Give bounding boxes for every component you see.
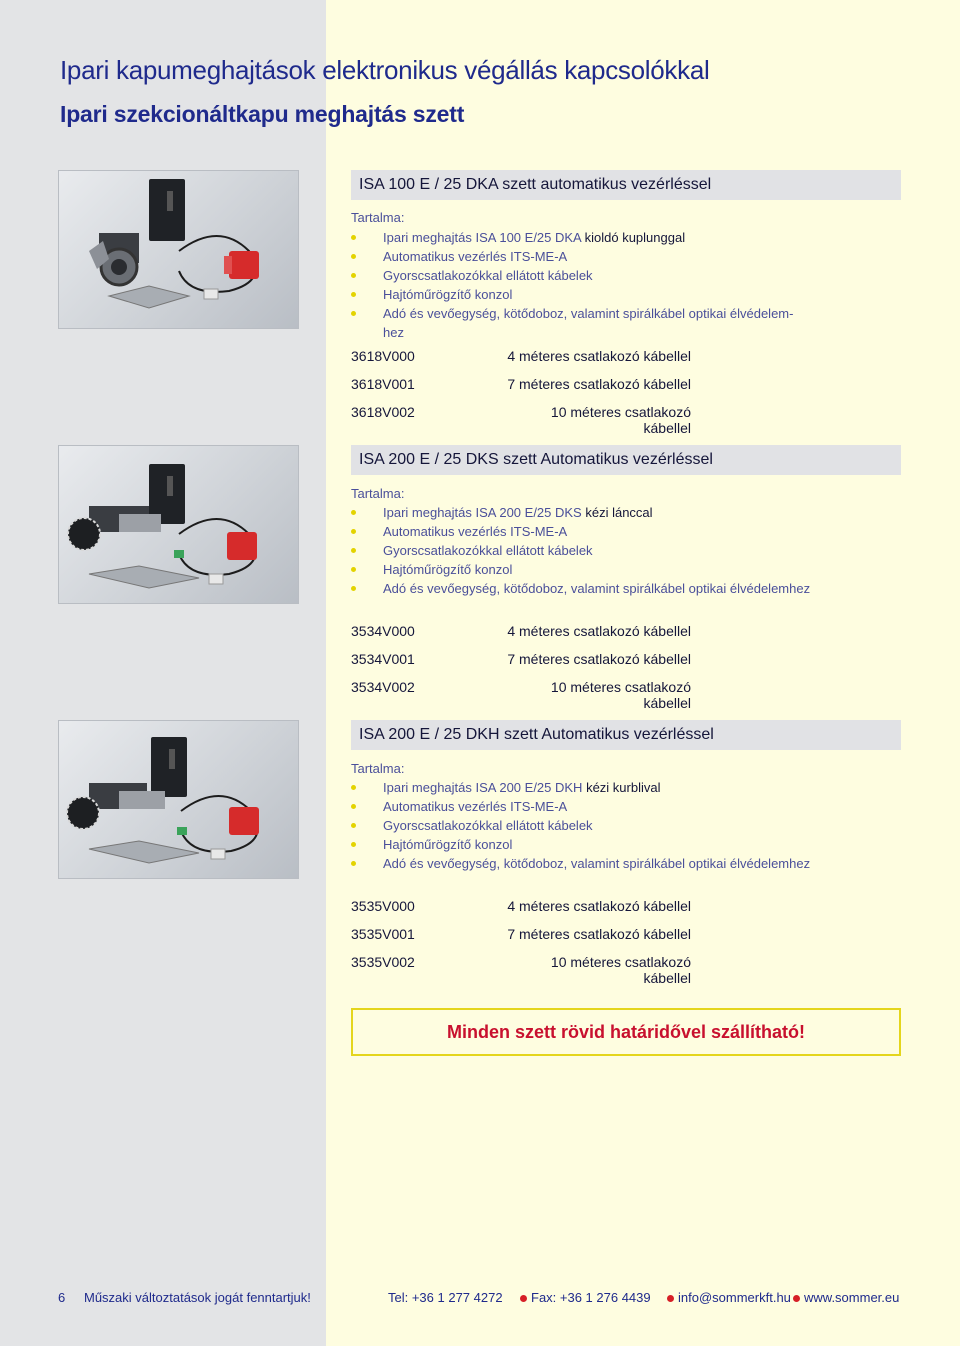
gate-drive-kit-photo-icon [59, 446, 299, 604]
footer-bullet-icon [520, 1295, 527, 1302]
variant-code: 3618V001 [351, 376, 415, 392]
variant-row [351, 623, 711, 643]
variant-row [351, 404, 711, 436]
variant-code: 3534V000 [351, 623, 415, 639]
bullet-icon [351, 861, 356, 866]
gate-drive-kit-photo-icon [59, 171, 299, 329]
variant-desc: 10 méteres csatlakozó kábellel [550, 954, 691, 986]
list-item: Ipari meghajtás ISA 100 E/25 DKA kioldó kuplunggal [351, 228, 821, 247]
variant-desc: 4 méteres csatlakozó kábellel [507, 348, 691, 364]
footer-web-link[interactable]: www.sommer.eu [804, 1290, 900, 1305]
product-photo-isa200-dkh [58, 720, 299, 879]
variant-desc: 10 méteres csatlakozó kábellel [550, 679, 691, 711]
bullet-icon [351, 842, 356, 847]
bullet-icon [351, 311, 356, 316]
footer-email-link[interactable]: info@sommerkft.hu [678, 1290, 791, 1305]
list-item: Hajtóműrögzítő konzol [351, 285, 821, 304]
list-item: Adó és vevőegység, kötődoboz, valamint spirálkábel optikai élvédelem- hez [351, 304, 821, 342]
bullet-icon [351, 823, 356, 828]
variant-desc: 10 méteres csatlakozó kábellel [550, 404, 691, 436]
variant-row [351, 651, 711, 671]
section-header-isa200-dkh: ISA 200 E / 25 DKH szett Automatikus vezérléssel [351, 720, 901, 750]
section-header-isa200-dks: ISA 200 E / 25 DKS szett Automatikus vezérléssel [351, 445, 901, 475]
variant-code: 3618V002 [351, 404, 415, 420]
variant-row [351, 376, 711, 396]
variant-desc: 7 méteres csatlakozó kábellel [507, 651, 691, 667]
bullet-icon [351, 292, 356, 297]
variant-code: 3535V002 [351, 954, 415, 970]
list-item: Adó és vevőegység, kötődoboz, valamint spirálkábel optikai élvédelemhez [351, 579, 821, 598]
section-header-isa100: ISA 100 E / 25 DKA szett automatikus vezérléssel [351, 170, 901, 200]
variant-desc: 7 méteres csatlakozó kábellel [507, 926, 691, 942]
bullet-icon [351, 254, 356, 259]
variant-row [351, 926, 711, 946]
footer-page-number: 6 [58, 1290, 66, 1305]
contents-list-isa200-dks [351, 503, 821, 598]
delivery-notice: Minden szett rövid határidővel szállítható! [351, 1008, 901, 1056]
bullet-icon [351, 804, 356, 809]
list-item: Ipari meghajtás ISA 200 E/25 DKH kézi kurblival [351, 778, 821, 797]
footer-tel: Tel: +36 1 277 4272 [388, 1290, 503, 1305]
bullet-icon [351, 548, 356, 553]
footer-fax: Fax: +36 1 276 4439 [531, 1290, 651, 1305]
variant-desc: 7 méteres csatlakozó kábellel [507, 376, 691, 392]
contents-list-isa200-dkh [351, 778, 821, 873]
list-item: Automatikus vezérlés ITS-ME-A [351, 522, 821, 541]
list-item: Ipari meghajtás ISA 200 E/25 DKS kézi lánccal [351, 503, 821, 522]
variant-row [351, 898, 711, 918]
variant-code: 3535V000 [351, 898, 415, 914]
list-item: Automatikus vezérlés ITS-ME-A [351, 247, 821, 266]
bullet-icon [351, 567, 356, 572]
footer-bullet-icon [667, 1295, 674, 1302]
page-subtitle: Ipari szekcionáltkapu meghajtás szett [60, 101, 465, 127]
contents-label: Tartalma: [351, 486, 405, 501]
list-item: Hajtóműrögzítő konzol [351, 835, 821, 854]
bullet-icon [351, 586, 356, 591]
bullet-icon [351, 785, 356, 790]
variant-desc: 4 méteres csatlakozó kábellel [507, 898, 691, 914]
product-photo-isa200-dks [58, 445, 299, 604]
footer-bullet-icon [793, 1295, 800, 1302]
list-item: Gyorscsatlakozókkal ellátott kábelek [351, 266, 821, 285]
list-item: Gyorscsatlakozókkal ellátott kábelek [351, 816, 821, 835]
bullet-icon [351, 510, 356, 515]
variant-row [351, 954, 711, 986]
variant-code: 3534V001 [351, 651, 415, 667]
bullet-icon [351, 529, 356, 534]
gate-drive-kit-photo-icon [59, 721, 299, 879]
list-item: Hajtóműrögzítő konzol [351, 560, 821, 579]
page-title: Ipari kapumeghajtások elektronikus végállás kapcsolókkal [60, 55, 710, 85]
contents-label: Tartalma: [351, 210, 405, 225]
product-photo-isa100 [58, 170, 299, 329]
variant-code: 3618V000 [351, 348, 415, 364]
contents-list-isa100 [351, 228, 821, 342]
bullet-icon [351, 273, 356, 278]
variant-desc: 4 méteres csatlakozó kábellel [507, 623, 691, 639]
list-item: Gyorscsatlakozókkal ellátott kábelek [351, 541, 821, 560]
footer-disclaimer: Műszaki változtatások jogát fenntartjuk! [84, 1290, 311, 1305]
bullet-icon [351, 235, 356, 240]
variant-code: 3534V002 [351, 679, 415, 695]
variant-row [351, 348, 711, 368]
list-item: Automatikus vezérlés ITS-ME-A [351, 797, 821, 816]
list-item: Adó és vevőegység, kötődoboz, valamint spirálkábel optikai élvédelemhez [351, 854, 821, 873]
variant-code: 3535V001 [351, 926, 415, 942]
contents-label: Tartalma: [351, 761, 405, 776]
variant-row [351, 679, 711, 711]
